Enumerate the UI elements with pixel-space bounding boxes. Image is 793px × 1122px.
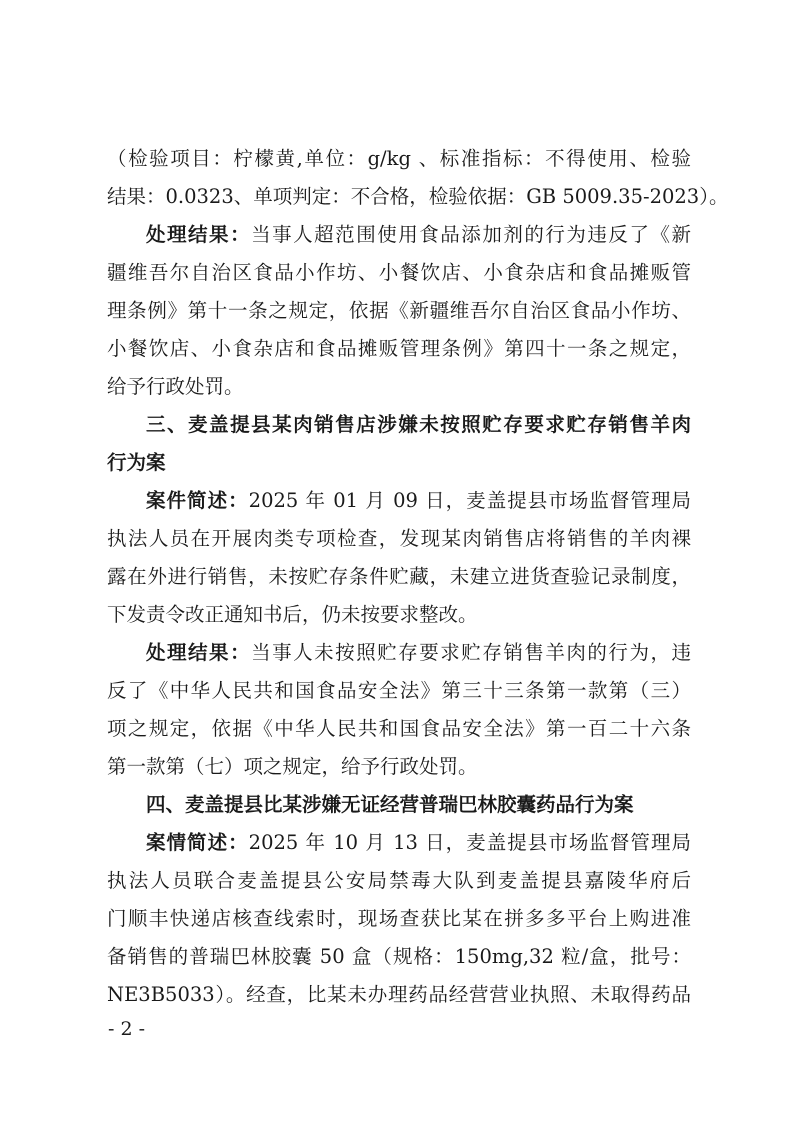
text-line	[107, 482, 691, 520]
case-heading: 四、麦盖提县比某涉嫌无证经营普瑞巴林胶囊药品行为案	[146, 793, 634, 816]
line-text: 当事人未按照贮存要求贮存销售羊肉的行为，违	[251, 641, 691, 664]
text-line: 疆维吾尔自治区食品小作坊、小餐饮店、小食杂店和食品摊贩管	[107, 261, 691, 284]
text-line: 反了《中华人民共和国食品安全法》第三十三条第一款第（三）	[107, 679, 691, 702]
text-line: （检验项目：柠檬黄,单位：g/kg 、标准指标：不得使用、检验	[107, 147, 691, 170]
text-line: 项之规定，依据《中华人民共和国食品安全法》第一百二十六条	[107, 717, 691, 740]
line-text: 当事人超范围使用食品添加剂的行为违反了《新	[251, 223, 691, 246]
text-line: NE3B5033）。经查，比某未办理药品经营营业执照、未取得药品	[107, 983, 691, 1006]
page-number: - 2 -	[108, 1018, 146, 1040]
section-label: 案件简述：	[146, 489, 249, 512]
text-line	[107, 216, 691, 254]
text-line: 第一款第（七）项之规定，给予行政处罚。	[107, 755, 478, 778]
case-heading-continued: 行为案	[107, 451, 166, 474]
text-line: 下发责令改正通知书后，仍未按要求整改。	[107, 603, 478, 626]
text-line: 执法人员在开展肉类专项检查，发现某肉销售店将销售的羊肉裸	[107, 527, 691, 550]
text-line: 门顺丰快递店核查线索时，现场查获比某在拼多多平台上购进准	[107, 907, 691, 930]
document-body	[107, 140, 729, 1014]
text-line: 执法人员联合麦盖提县公安局禁毒大队到麦盖提县嘉陵华府后	[107, 869, 691, 892]
text-line	[107, 824, 691, 862]
text-line: 小餐饮店、小食杂店和食品摊贩管理条例》第四十一条之规定，	[107, 337, 691, 360]
text-line: 备销售的普瑞巴林胶囊 50 盒（规格：150mg,32 粒/盒，批号：	[107, 945, 691, 968]
section-label: 案情简述：	[146, 831, 249, 854]
text-line: 露在外进行销售，未按贮存条件贮藏，未建立进货查验记录制度，	[107, 565, 691, 588]
text-line	[107, 634, 691, 672]
line-text: 2025 年 10 月 13 日，麦盖提县市场监督管理局	[248, 831, 691, 854]
text-line: 给予行政处罚。	[107, 375, 244, 398]
section-label: 处理结果：	[146, 641, 252, 664]
text-line: 理条例》第十一条之规定，依据《新疆维吾尔自治区食品小作坊、	[107, 299, 691, 322]
line-text: 2025 年 01 月 09 日，麦盖提县市场监督管理局	[248, 489, 691, 512]
case-heading: 三、麦盖提县某肉销售店涉嫌未按照贮存要求贮存销售羊肉	[146, 413, 691, 436]
section-label: 处理结果：	[146, 223, 252, 246]
text-line: 结果：0.0323、单项判定：不合格，检验依据：GB 5009.35-2023）。	[107, 185, 729, 208]
